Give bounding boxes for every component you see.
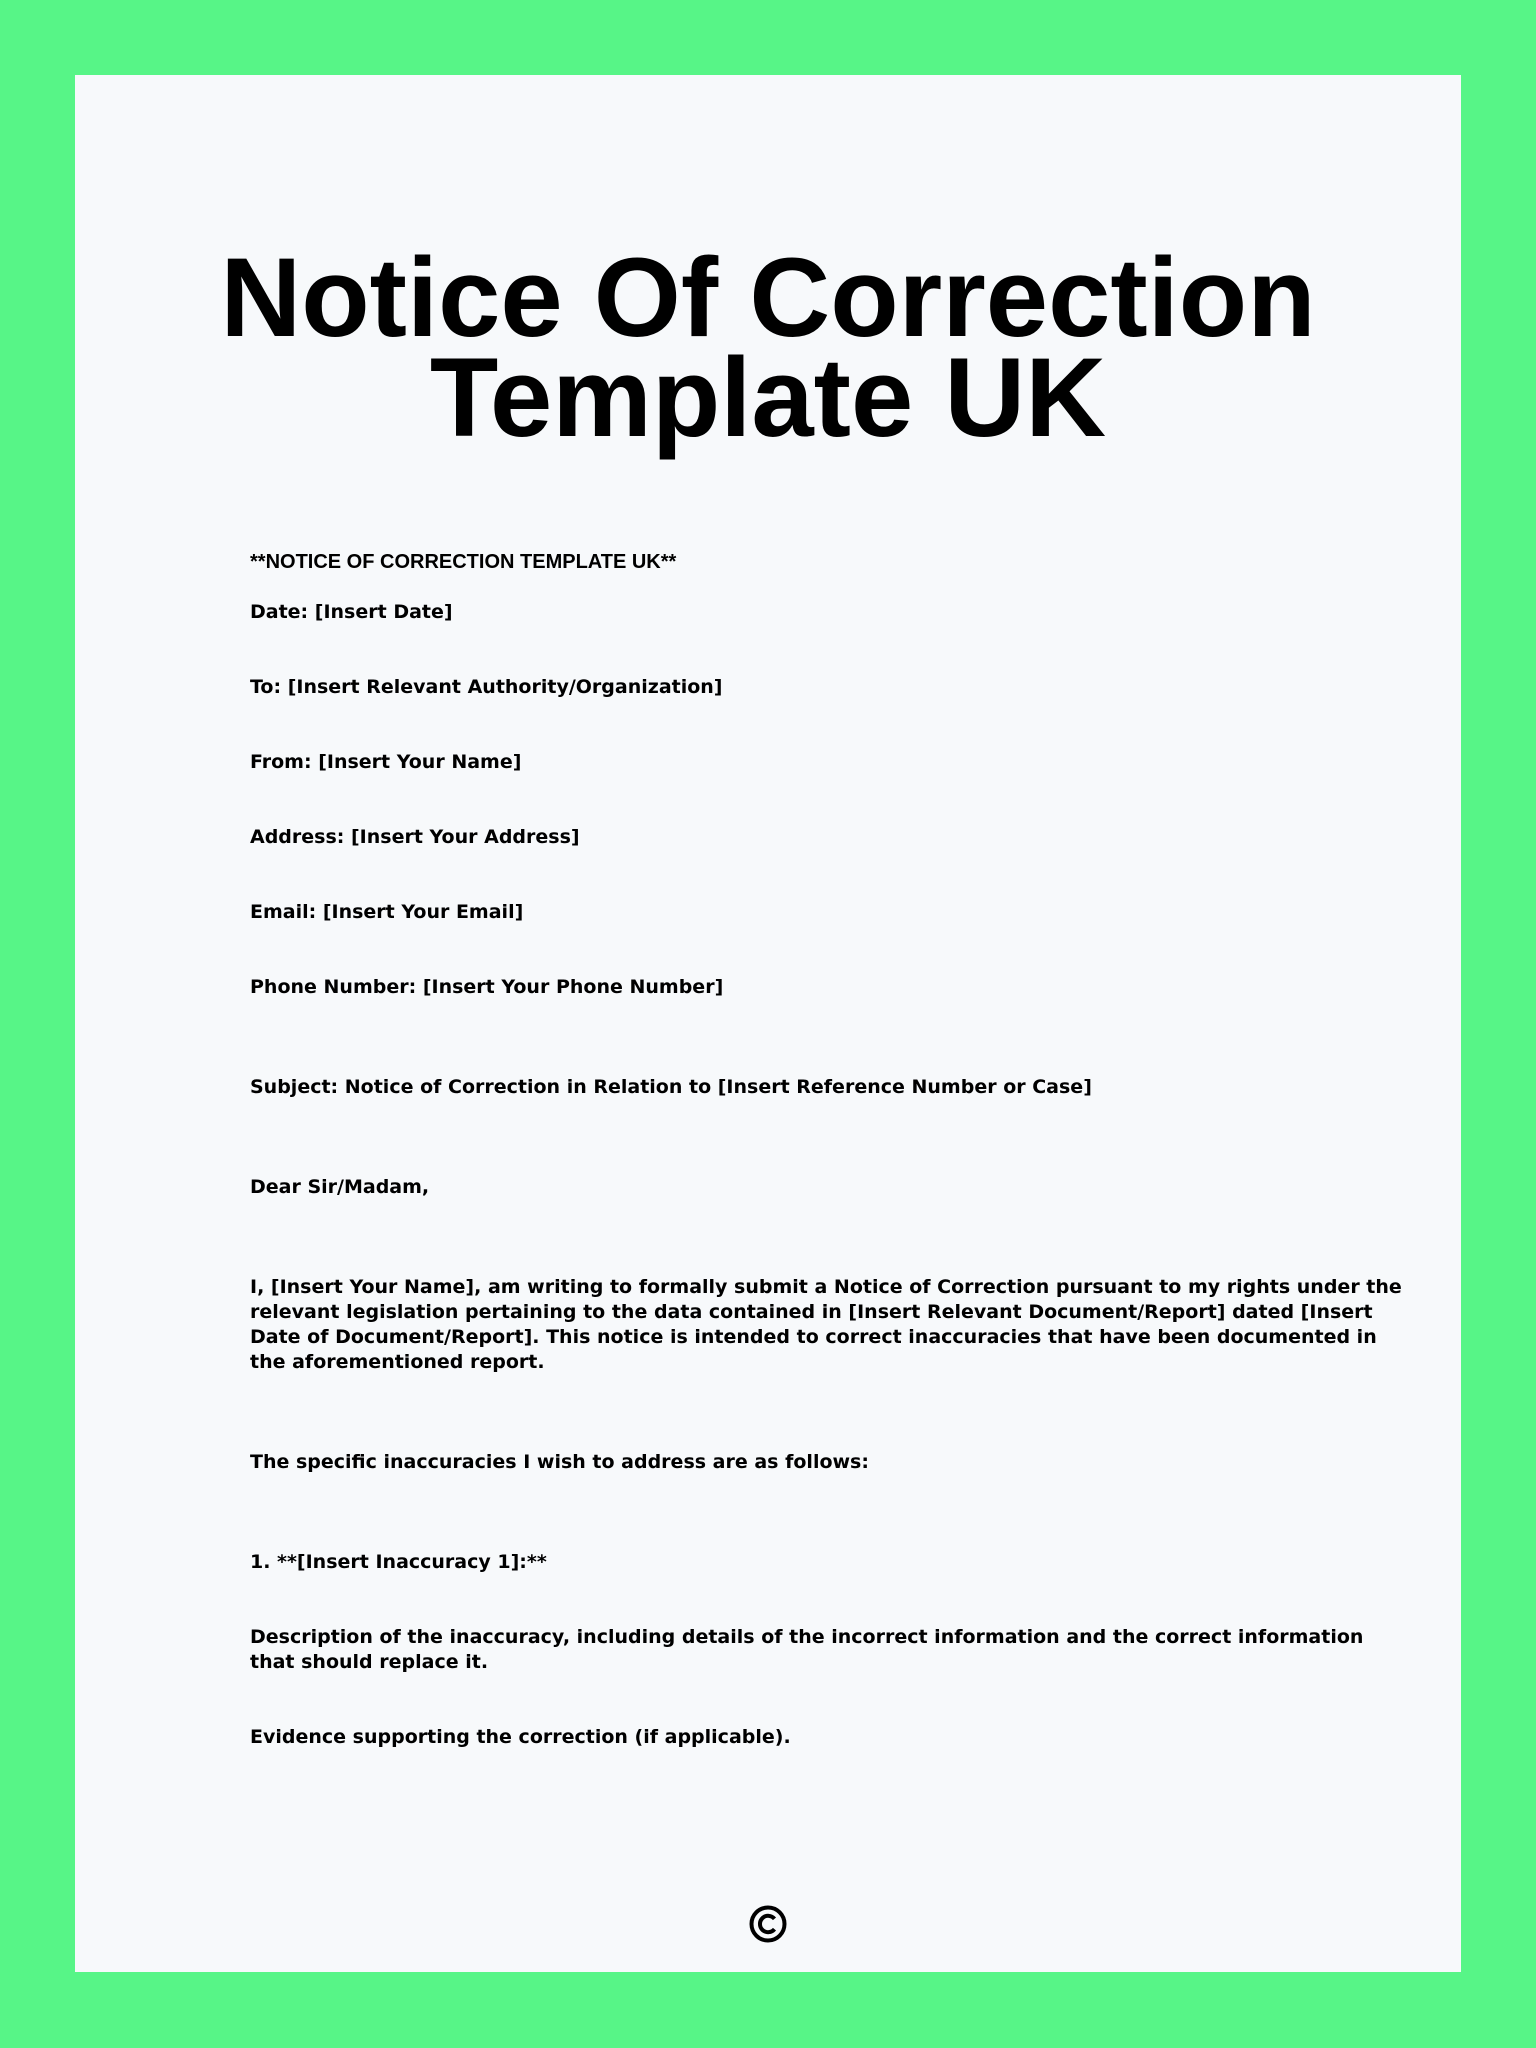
body-paragraph-line-4: the aforementioned report.	[250, 1351, 545, 1373]
salutation: Dear Sir/Madam,	[250, 1176, 430, 1198]
template-heading: **NOTICE OF CORRECTION TEMPLATE UK**	[250, 551, 677, 573]
inaccuracy-description-line-2: that should replace it.	[250, 1651, 489, 1673]
body-paragraph-line-1: I, [Insert Your Name], am writing to formally submit a Notice of Correction pursuant to my rights under the	[250, 1276, 1402, 1298]
body-paragraph-line-3: Date of Document/Report]. This notice is intended to correct inaccuracies that have been documented in	[250, 1326, 1377, 1348]
inaccuracy-description-line-1: Description of the inaccuracy, including details of the incorrect information and the correct information	[250, 1626, 1364, 1648]
to-line: To: [Insert Relevant Authority/Organization]	[250, 676, 723, 698]
inaccuracies-intro: The specific inaccuracies I wish to address are as follows:	[250, 1451, 869, 1473]
subject-line: Subject: Notice of Correction in Relation to [Insert Reference Number or Case]	[250, 1076, 1092, 1098]
body-paragraph-line-2: relevant legislation pertaining to the data contained in [Insert Relevant Document/Report] dated [Insert	[250, 1301, 1373, 1323]
email-line: Email: [Insert Your Email]	[250, 901, 524, 923]
date-line: Date: [Insert Date]	[250, 601, 453, 623]
inaccuracy-evidence: Evidence supporting the correction (if applicable).	[250, 1726, 791, 1748]
inaccuracy-item-1: 1. **[Insert Inaccuracy 1]:**	[250, 1551, 547, 1573]
phone-line: Phone Number: [Insert Your Phone Number]	[250, 976, 724, 998]
title-line-1: Notice Of Correction	[220, 235, 1316, 360]
from-line: From: [Insert Your Name]	[250, 751, 522, 773]
address-line: Address: [Insert Your Address]	[250, 826, 580, 848]
title-line-2: Template UK	[429, 335, 1107, 460]
document-page	[75, 75, 1461, 1972]
copyright-icon	[749, 1905, 787, 1943]
document-title	[75, 235, 1461, 460]
